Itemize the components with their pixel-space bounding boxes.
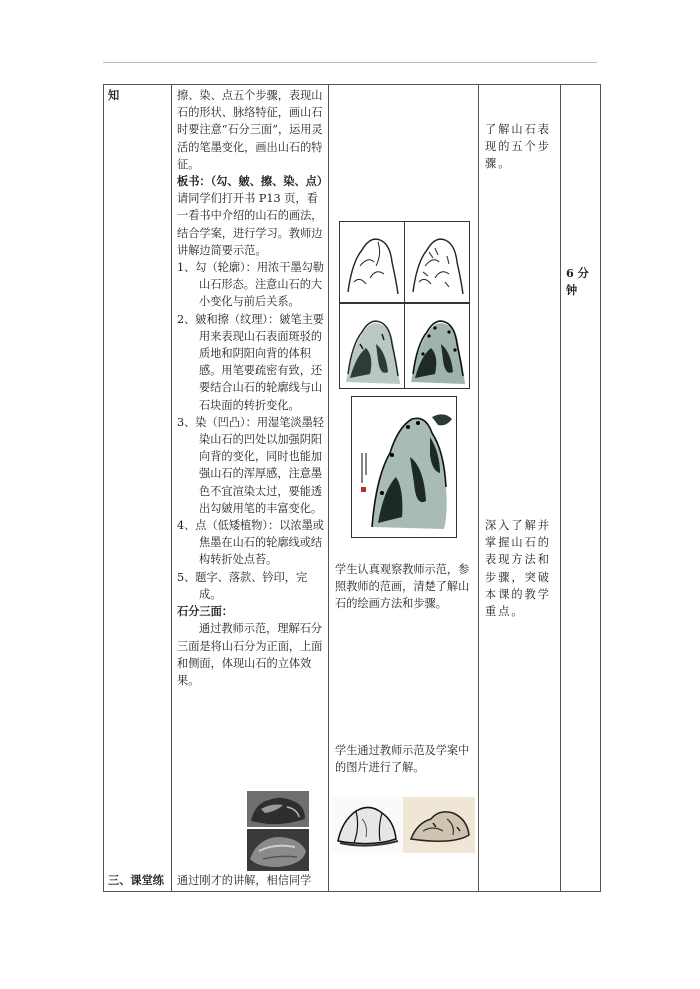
three-sides-text: 通过教师示范，理解石分三面是将山石分为正面，上面和侧面，体现山石的立体效果。 xyxy=(177,622,323,687)
step-5: 5、题字、落款、钤印，完成。 xyxy=(177,570,308,601)
rock-photo-bottom xyxy=(247,829,309,871)
column-divider xyxy=(478,85,479,891)
time-allocation: 6 分钟 xyxy=(566,266,589,298)
ink-step-3 xyxy=(339,303,405,389)
teaching-content xyxy=(177,87,327,689)
column-divider xyxy=(171,85,172,891)
ink-finished-painting xyxy=(351,396,457,538)
student-learn-text: 学生通过教师示范及学案中的图片进行了解。 xyxy=(335,744,470,775)
stage-label-top: 知 xyxy=(108,88,120,102)
lesson-plan-table xyxy=(103,84,601,892)
ink-step-1 xyxy=(339,221,405,303)
step-4: 4、点（低矮植物）：以浓墨或焦墨在山石的轮廓线或结构转折处点苔。 xyxy=(177,519,324,567)
header-rule xyxy=(103,62,597,63)
step-1: 1、勾（轮廓）：用浓干墨勾勒山石形态。注意山石的大小变化与前后关系。 xyxy=(177,261,324,309)
student-observe-text: 学生认真观察教师示范，参照教师的范画，清楚了解山石的绘画方法和步骤。 xyxy=(335,563,470,611)
rock-photo-top xyxy=(247,791,309,827)
intro-text: 擦、染、点五个步骤，表现山石的形状、脉络特征，画山石时要注意“石分三面”，运用灵活的笔墨变化，画出山石的特征。 xyxy=(177,89,323,171)
column-divider xyxy=(328,85,329,891)
column-divider xyxy=(560,85,561,891)
purpose-text-2: 深入了解并掌握山石的表现方法和步骤，突破本课的教学重点。 xyxy=(485,519,551,619)
board-title: 板书：（勾、皴、擦、染、点） xyxy=(177,174,329,189)
rock-sketch-right xyxy=(403,797,475,853)
step-2: 2、皴和擦（纹理）：皴笔主要用来表现山石表面斑驳的质地和阴阳向背的体积感。用笔要疏密有致，还要结合山石的轮廓线与山石块面的转折变化。 xyxy=(177,312,324,412)
stage-label-bottom: 三、课堂练 xyxy=(108,873,164,887)
three-sides-title: 石分三面： xyxy=(177,604,233,619)
rock-sketch-left xyxy=(332,797,404,853)
purpose-text-1: 了解山石表现的五个步骤。 xyxy=(485,123,551,171)
instruction-text: 请同学们打开书 P13 页，看一看书中介绍的山石的画法，结合学案，进行学习。教师边讲解边简要示范。 xyxy=(177,192,323,257)
bottom-text: 通过刚才的讲解，相信同学 xyxy=(177,874,312,887)
ink-step-4 xyxy=(404,303,470,389)
ink-step-2 xyxy=(404,221,470,303)
step-3: 3、染（凹凸）：用湿笔淡墨轻染山石的凹处以加强阴阳向背的变化，同时也能加强山石的浑厚感，注意墨色不宜渲染太过，要能透出勾皴用笔的丰富变化。 xyxy=(177,415,324,515)
